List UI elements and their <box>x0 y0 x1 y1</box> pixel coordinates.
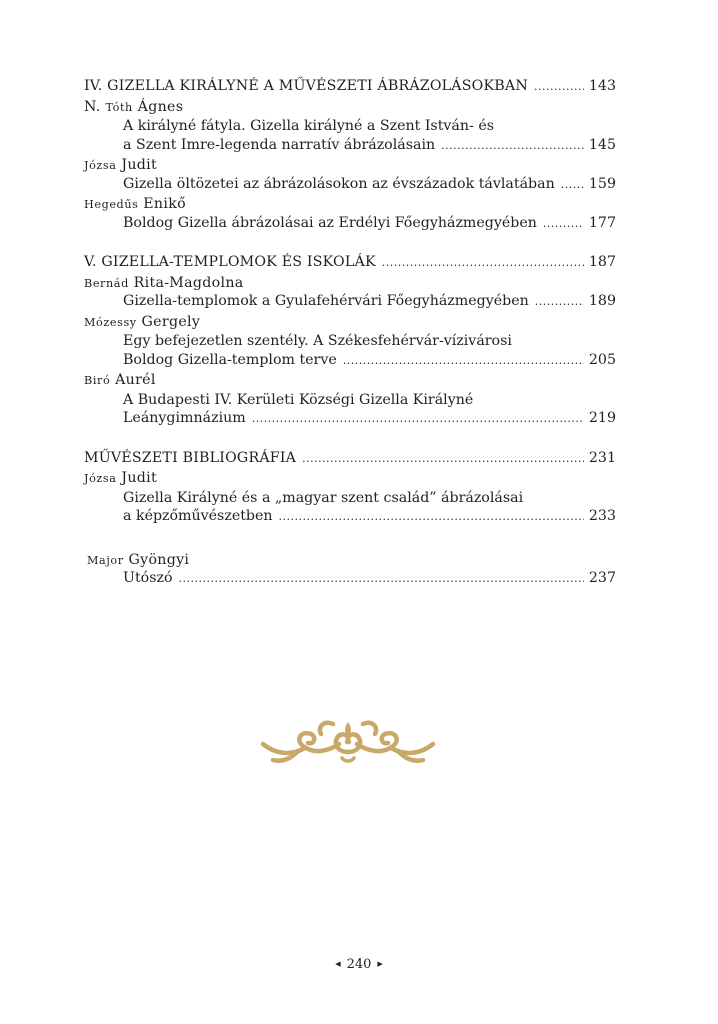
entry-title-line: Egy befejezetlen szentély. A Székesfehérvár-vízivárosi <box>123 333 512 349</box>
leader-dots <box>179 572 584 585</box>
author-name: Józsa Judit <box>84 470 157 486</box>
leader-dots <box>343 354 584 367</box>
section-heading <box>84 450 616 470</box>
page-number: 177 <box>588 214 616 231</box>
author-name: Major Gyöngyi <box>87 551 190 568</box>
entry-title-line: A királyné fátyla. Gizella királyné a Szent István- és <box>123 118 495 134</box>
page-number: 189 <box>588 293 616 309</box>
toc-entry <box>84 137 616 157</box>
folio-number: 240 <box>346 957 372 972</box>
section-title: V. GIZELLA-TEMPLOMOK ÉS ISKOLÁK <box>84 254 376 270</box>
entry-title-line: A Budapesti IV. Kerületi Községi Gizella Királyné <box>123 391 474 408</box>
entry-title: Utószó <box>123 570 173 586</box>
leader-dots <box>382 256 584 269</box>
page-number: 143 <box>588 78 616 94</box>
page-number: 145 <box>588 136 616 153</box>
toc-entry <box>84 508 616 528</box>
section-heading <box>84 254 616 274</box>
entry-title: Gizella-templomok a Gyulafehérvári Főegyházmegyében <box>123 293 529 309</box>
entry-title: Leánygimnázium <box>123 410 246 426</box>
leader-dots <box>543 217 584 230</box>
entry-title: Gizella öltözetei az ábrázolásokon az évszázadok távlatában <box>123 175 555 192</box>
author-name: Józsa Judit <box>84 157 157 173</box>
toc-entry <box>84 215 616 235</box>
leader-dots <box>252 412 584 425</box>
entry-title: Boldog Gizella ábrázolásai az Erdélyi Főegyházmegyében <box>123 214 537 231</box>
author-name: Mózessy Gergely <box>84 313 201 330</box>
page-number: 205 <box>588 351 616 368</box>
triangle-right-icon: ▶ <box>377 960 383 968</box>
toc-entry <box>84 352 616 372</box>
section-heading <box>84 78 616 98</box>
toc-entry <box>84 176 616 196</box>
entry-title-line: Gizella Királyné és a „magyar szent család” ábrázolásai <box>123 489 524 506</box>
section-title: IV. GIZELLA KIRÁLYNÉ A MŰVÉSZETI ÁBRÁZOLÁSOKBAN <box>84 78 528 94</box>
page-number: 159 <box>588 175 616 192</box>
page-number: 231 <box>588 449 616 466</box>
page-number: 237 <box>588 570 616 586</box>
author-name: Biró Aurél <box>84 372 156 388</box>
toc-entry <box>84 410 616 430</box>
page-number: 219 <box>588 410 616 426</box>
entry-title: Boldog Gizella-templom terve <box>123 351 337 368</box>
page-number: 233 <box>588 508 616 524</box>
page-number: 187 <box>588 254 616 270</box>
leader-dots <box>535 295 584 308</box>
table-of-contents <box>84 78 616 590</box>
toc-entry <box>84 293 616 313</box>
author-name: Hegedűs Enikő <box>84 196 186 212</box>
leader-dots <box>302 452 584 465</box>
section-title: MŰVÉSZETI BIBLIOGRÁFIA <box>84 449 297 466</box>
entry-title: a Szent Imre-legenda narratív ábrázolásain <box>123 136 436 153</box>
leader-dots <box>441 139 584 152</box>
leader-dots <box>561 178 584 191</box>
toc-entry <box>84 570 616 590</box>
leader-dots <box>534 80 584 93</box>
page-footer <box>0 957 718 972</box>
triangle-left-icon: ◀ <box>335 960 341 968</box>
author-name: Bernád Rita-Magdolna <box>84 274 244 291</box>
leader-dots <box>279 510 584 523</box>
entry-title: a képzőművészetben <box>123 508 273 524</box>
author-name: N. Tóth Ágnes <box>84 98 184 115</box>
flourish-ornament-icon <box>259 718 437 768</box>
